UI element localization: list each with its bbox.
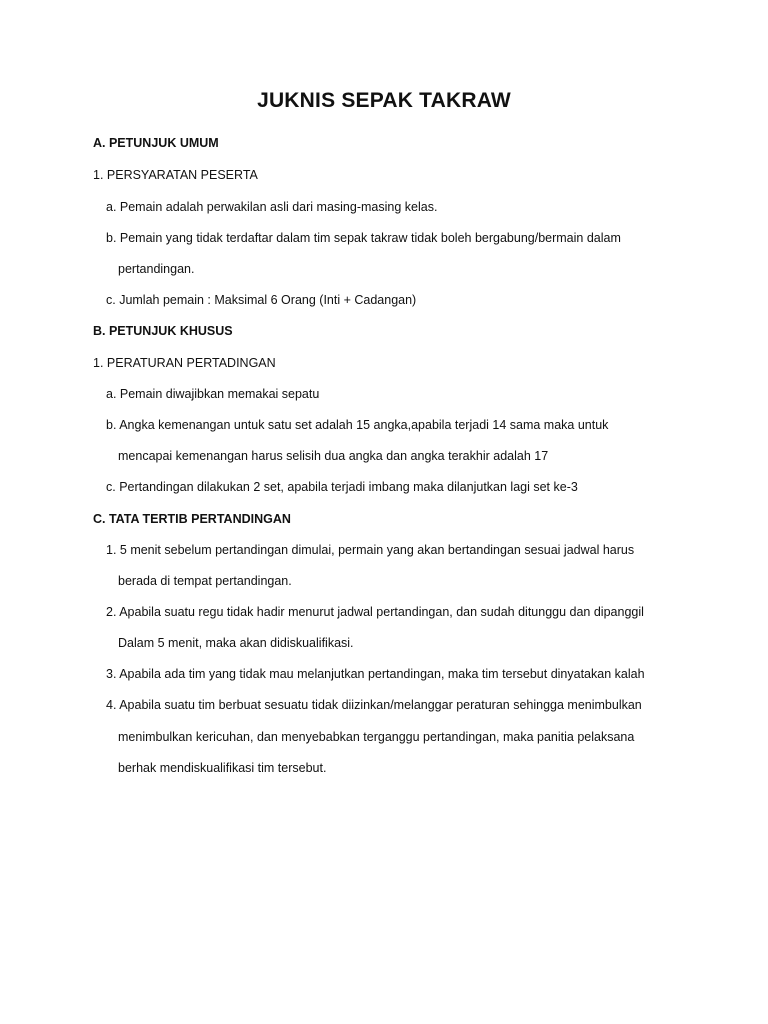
section-b-subheading: 1. PERATURAN PERTADINGAN	[93, 356, 276, 370]
section-b-item-b-line2: mencapai kemenangan harus selisih dua angka dan angka terakhir adalah 17	[118, 449, 549, 463]
section-c-item-4-line3: berhak mendiskualifikasi tim tersebut.	[118, 761, 327, 775]
section-c-item-1-line2: berada di tempat pertandingan.	[118, 574, 292, 588]
section-b-item-a: a. Pemain diwajibkan memakai sepatu	[106, 387, 320, 401]
section-c-item-2-line2: Dalam 5 menit, maka akan didiskualifikasi.	[118, 636, 354, 650]
section-c-item-3: 3. Apabila ada tim yang tidak mau melanjutkan pertandingan, maka tim tersebut dinyatakan kalah	[106, 667, 645, 681]
section-c-item-4-line2: menimbulkan kericuhan, dan menyebabkan terganggu pertandingan, maka panitia pelaksana	[118, 730, 635, 744]
section-a-item-b-line1: b. Pemain yang tidak terdaftar dalam tim sepak takraw tidak boleh bergabung/bermain dalam	[106, 231, 621, 245]
section-c-item-1-line1: 1. 5 menit sebelum pertandingan dimulai, permain yang akan bertandingan sesuai jadwal harus	[106, 543, 635, 557]
section-b-item-c: c. Pertandingan dilakukan 2 set, apabila terjadi imbang maka dilanjutkan lagi set ke-3	[106, 480, 578, 494]
section-a-item-b-line2: pertandingan.	[118, 262, 195, 276]
section-c-heading: C. TATA TERTIB PERTANDINGAN	[93, 512, 291, 526]
section-b-heading: B. PETUNJUK KHUSUS	[93, 324, 233, 338]
section-a-heading: A. PETUNJUK UMUM	[93, 136, 219, 150]
section-a-subheading: 1. PERSYARATAN PESERTA	[93, 168, 258, 182]
section-a-item-a: a. Pemain adalah perwakilan asli dari masing-masing kelas.	[106, 200, 438, 214]
section-c-item-4-line1: 4. Apabila suatu tim berbuat sesuatu tidak diizinkan/melanggar peraturan sehingga menimbulkan	[106, 698, 642, 712]
section-b-item-b-line1: b. Angka kemenangan untuk satu set adalah 15 angka,apabila terjadi 14 sama maka untuk	[106, 418, 609, 432]
section-a-item-c: c. Jumlah pemain : Maksimal 6 Orang (Inti + Cadangan)	[106, 293, 417, 307]
section-c-item-2-line1: 2. Apabila suatu regu tidak hadir menurut jadwal pertandingan, dan sudah ditunggu dan dipanggil	[106, 605, 644, 619]
document-title: JUKNIS SEPAK TAKRAW	[257, 89, 511, 112]
